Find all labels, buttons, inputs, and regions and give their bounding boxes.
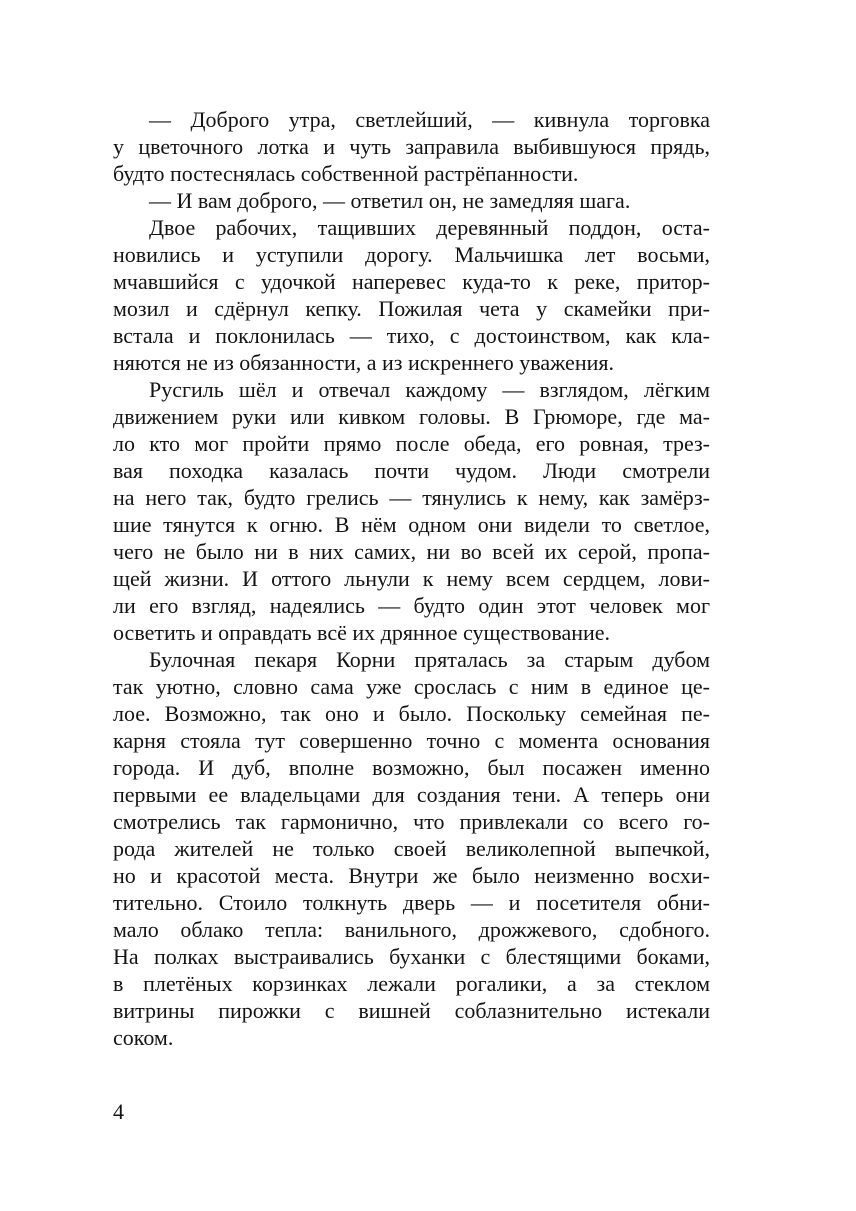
text-line: лое. Возможно, так оно и было. Поскольку семейная пе- (113, 701, 710, 726)
text-line: соком. (113, 1025, 174, 1050)
text-line: Русгиль шёл и отвечал каждому — взглядом, лёгким (149, 377, 710, 402)
text-line: тительно. Стоило толкнуть дверь — и посетителя обни- (113, 890, 710, 915)
text-line: Двое рабочих, тащивших деревянный поддон, оста- (149, 215, 710, 240)
text-line: будто постеснялась собственной растрёпанности. (113, 161, 579, 186)
text-line: мало облако тепла: ванильного, дрожжевого, сдобного. (113, 917, 710, 942)
text-line: няются не из обязанности, а из искреннего уважения. (113, 350, 614, 375)
text-line: ло кто мог пройти прямо после обеда, его ровная, трез- (113, 431, 710, 456)
text-line: щей жизни. И оттого льнули к нему всем сердцем, лови- (113, 566, 710, 591)
text-line: новились и уступили дорогу. Мальчишка лет восьми, (113, 242, 710, 267)
text-line: Булочная пекаря Корни пряталась за старым дубом (149, 647, 710, 672)
text-line: шие тянутся к огню. В нём одном они видели то светлое, (113, 512, 710, 537)
text-line: На полках выстраивались буханки с блестящими боками, (113, 944, 710, 969)
text-line: чего не было ни в них самих, ни во всей их серой, пропа- (113, 539, 710, 564)
text-line: мозил и сдёрнул кепку. Пожилая чета у скамейки при- (113, 296, 710, 321)
text-line: — Доброго утра, светлейший, — кивнула торговка (149, 107, 710, 132)
text-line: рода жителей не только своей великолепной выпечкой, (113, 836, 710, 861)
text-line: карня стояла тут совершенно точно с момента основания (113, 728, 710, 753)
text-line: города. И дуб, вполне возможно, был посажен именно (113, 755, 710, 780)
text-line: смотрелись так гармонично, что привлекали со всего го- (113, 809, 710, 834)
text-line: вая походка казалась почти чудом. Люди смотрели (113, 458, 710, 483)
text-line: — И вам доброго, — ответил он, не замедляя шага. (149, 188, 631, 213)
text-line: встала и поклонилась — тихо, с достоинством, как кла- (113, 323, 710, 348)
text-line: у цветочного лотка и чуть заправила выбившуюся прядь, (113, 134, 710, 159)
text-line: витрины пирожки с вишней соблазнительно истекали (113, 998, 710, 1023)
text-line: мчавшийся с удочкой наперевес куда-то к реке, притор- (113, 269, 710, 294)
text-line: ли его взгляд, надеялись — будто один этот человек мог (113, 593, 710, 618)
text-line: движением руки или кивком головы. В Грюморе, где ма- (113, 404, 710, 429)
text-line: в плетёных корзинках лежали рогалики, а за стеклом (113, 971, 710, 996)
text-line: первыми ее владельцами для создания тени. А теперь они (113, 782, 710, 807)
text-line: так уютно, словно сама уже срослась с ним в единое це- (113, 674, 710, 699)
page-number: 4 (113, 1099, 124, 1124)
text-line: осветить и оправдать всё их дрянное существование. (113, 620, 611, 645)
body-text (113, 106, 710, 1051)
text-line: но и красотой места. Внутри же было неизменно восхи- (113, 863, 710, 888)
text-line: на него так, будто грелись — тянулись к нему, как замёрз- (113, 485, 710, 510)
